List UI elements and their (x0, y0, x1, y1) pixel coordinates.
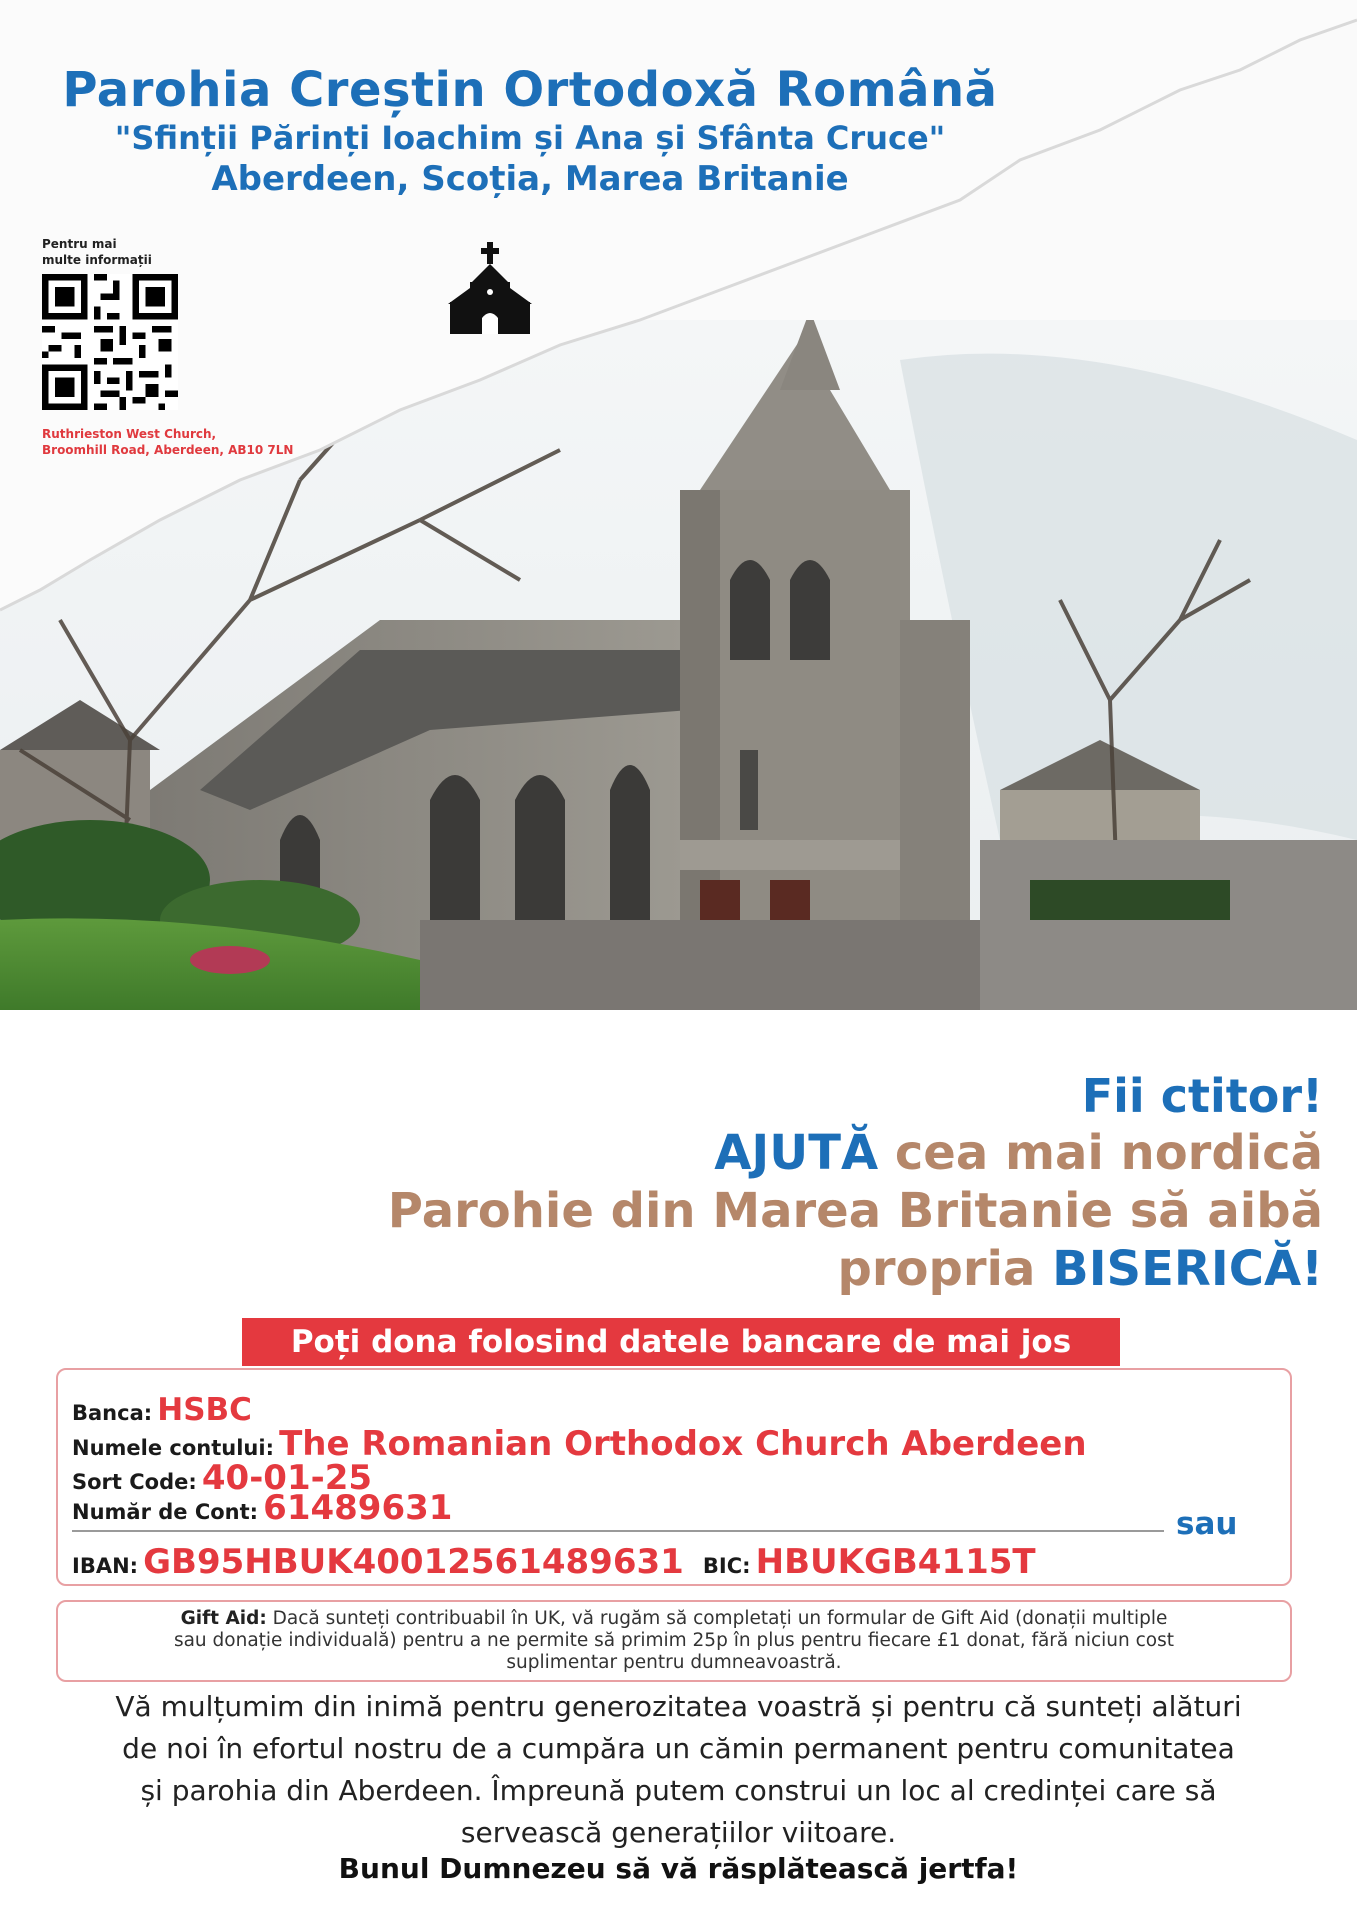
account-number-row (72, 1488, 452, 1528)
sort-code-value: 40-01-25 (201, 1458, 373, 1498)
cta-line2-rest: cea mai nordică (878, 1125, 1323, 1181)
address-line1: Ruthrieston West Church, (42, 427, 217, 441)
iban-value: GB95HBUK40012561489631 (143, 1542, 684, 1582)
account-number-label: Număr de Cont: (72, 1500, 259, 1524)
cta-line2 (343, 1124, 1323, 1182)
thanks-line1: Vă mulțumim din inimă pentru generozitatea voastră și pentru că sunteți alături (115, 1690, 1242, 1723)
gift-aid-label: Gift Aid: (180, 1608, 267, 1629)
qr-caption-line2: multe informații (42, 253, 152, 267)
parish-title: Parohia Creștin Ortodoxă Română (62, 62, 998, 118)
or-label: sau (1176, 1506, 1238, 1542)
parish-location: Aberdeen, Scoția, Marea Britanie (211, 159, 849, 199)
cta-line1: Fii ctitor! (1081, 1069, 1323, 1123)
bic-label: BIC: (702, 1554, 751, 1578)
thanks-line4: servească generațiilor viitoare. (460, 1816, 897, 1849)
thanks-line3: și parohia din Aberdeen. Împreună putem construi un loc al credinței care să (140, 1774, 1217, 1807)
parish-subtitle: "Sfinții Părinți Ioachim și Ana și Sfânta Cruce" (114, 119, 946, 157)
blessing: Bunul Dumnezeu să vă răsplătească jertfa! (338, 1852, 1019, 1885)
cta-line3: Parohie din Marea Britanie să aibă (387, 1183, 1323, 1239)
sort-code-label: Sort Code: (72, 1470, 197, 1494)
account-number-value: 61489631 (263, 1488, 453, 1528)
church-icon (448, 242, 532, 334)
iban-row (72, 1542, 1036, 1582)
cta-church-word: BISERICĂ! (1052, 1241, 1323, 1297)
gift-aid-line1 (58, 1608, 1290, 1630)
cta-line4-start: propria (837, 1241, 1053, 1297)
bank-details-box (56, 1368, 1292, 1586)
bic-value: HBUKGB4115T (755, 1542, 1036, 1582)
address-line2: Broomhill Road, Aberdeen, AB10 7LN (42, 443, 294, 457)
bank-row (72, 1392, 252, 1428)
gift-aid-line2: sau donație individuală) pentru a ne permite să primim 25p în plus pentru fiecare £1 donat, fără niciun cost (173, 1630, 1175, 1651)
thank-you-message (20, 1686, 1337, 1854)
qr-caption-line1: Pentru mai (42, 237, 117, 251)
cta-line4 (343, 1240, 1323, 1298)
qr-caption (42, 236, 202, 268)
thanks-line2: de noi în efortul nostru de a cumpăra un cămin permanent pentru comunitatea (122, 1732, 1235, 1765)
qr-code-icon[interactable] (42, 274, 178, 410)
gift-aid-line3: suplimentar pentru dumneavoastră. (506, 1652, 842, 1673)
cta-help-word: AJUTĂ (714, 1125, 879, 1181)
bank-value: HSBC (157, 1392, 252, 1428)
iban-label: IBAN: (72, 1554, 139, 1578)
donation-banner: Poți dona folosind datele bancare de mai jos (242, 1318, 1120, 1366)
account-name-label: Numele contului: (72, 1436, 274, 1460)
church-address (42, 426, 342, 458)
divider (72, 1530, 1164, 1532)
bank-label: Banca: (72, 1401, 153, 1425)
account-name-value: The Romanian Orthodox Church Aberdeen (279, 1424, 1087, 1464)
gift-aid-box (56, 1600, 1292, 1682)
header-title-block (0, 62, 1060, 200)
call-to-action (343, 1068, 1323, 1298)
gift-aid-text1: Dacă sunteți contribuabil în UK, vă rugăm să completați un formular de Gift Aid (donații multiple (266, 1608, 1168, 1629)
